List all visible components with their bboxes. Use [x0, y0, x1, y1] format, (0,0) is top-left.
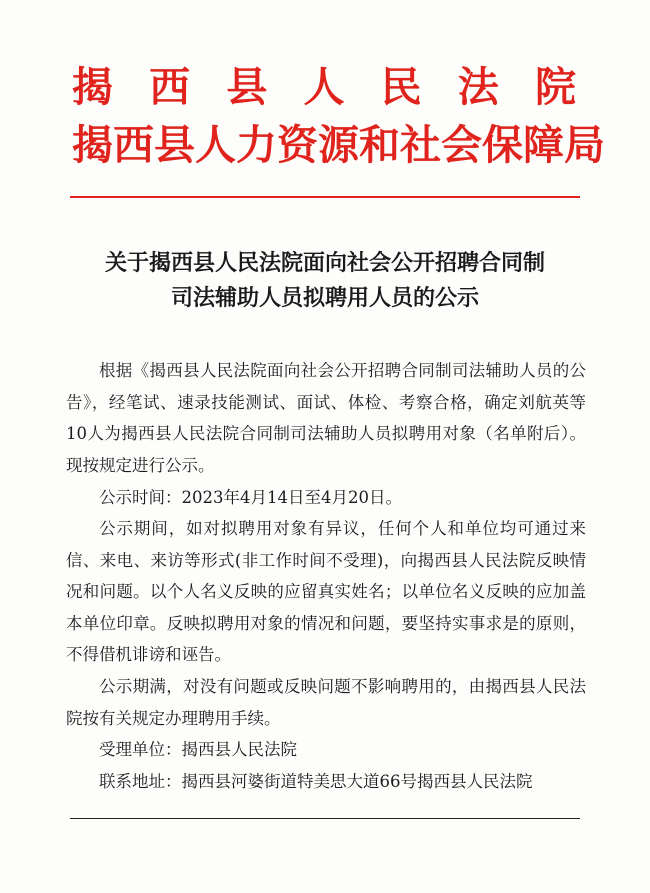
court-header	[72, 62, 576, 112]
bureau-header-char: 揭	[72, 121, 113, 169]
paragraph-publicity-period: 公示时间：2023年4月14日至4月20日。	[99, 488, 402, 507]
bureau-header-char: 人	[195, 121, 236, 169]
paragraph-hiring-procedure: 公示期满，对没有问题或反映问题不影响聘用的，由揭西县人民法院按有关规定办理聘用手续。	[66, 677, 586, 728]
bureau-header-char: 和	[359, 121, 400, 169]
red-header-rule	[70, 196, 580, 198]
paragraph-receiving-unit: 受理单位：揭西县人民法院	[99, 740, 297, 759]
bureau-header-char: 会	[441, 121, 482, 169]
court-header-char: 法	[457, 63, 499, 111]
bureau-header-char: 保	[482, 121, 523, 169]
court-header-char: 院	[534, 63, 576, 111]
paragraph-objection-channels: 公示期间，如对拟聘用对象有异议，任何个人和单位均可通过来信、来电、来访等形式(非工作时间不受理)，向揭西县人民法院反映情况和问题。以个人名义反映的应留真实姓名；以单位名义反映的应加盖本单位印章。反映拟聘用对象的情况和问题，要坚持实事求是的原则，不得借机诽谤和诬告。	[66, 519, 586, 664]
court-header-char: 县	[226, 63, 268, 111]
bureau-header-char: 西	[113, 121, 154, 169]
bureau-header-char: 障	[523, 121, 564, 169]
paragraph-basis: 根据《揭西县人民法院面向社会公开招聘合同制司法辅助人员的公告》，经笔试、速录技能测试、面试、体检、考察合格，确定刘航英等10人为揭西县人民法院合同制司法辅助人员拟聘用对象（名单附后）。现按规定进行公示。	[66, 361, 586, 475]
court-header-char: 揭	[72, 63, 113, 111]
bureau-header-char: 社	[400, 121, 441, 169]
bottom-rule	[70, 818, 580, 819]
court-header-char: 民	[380, 63, 422, 111]
bureau-header-char: 源	[318, 121, 359, 169]
document-title-line-1: 关于揭西县人民法院面向社会公开招聘合同制	[104, 250, 545, 276]
bureau-header-char: 资	[277, 121, 318, 169]
paragraph-contact-address: 联系地址：揭西县河婆街道特美思大道66号揭西县人民法院	[99, 772, 533, 791]
bureau-header-char: 县	[154, 121, 195, 169]
court-header-char: 西	[149, 63, 191, 111]
document-title-line-2: 司法辅助人员拟聘用人员的公示	[170, 285, 479, 311]
bureau-header-char: 局	[564, 121, 605, 169]
bureau-header	[72, 120, 605, 170]
bureau-header-char: 力	[236, 121, 277, 169]
court-header-char: 人	[303, 63, 345, 111]
